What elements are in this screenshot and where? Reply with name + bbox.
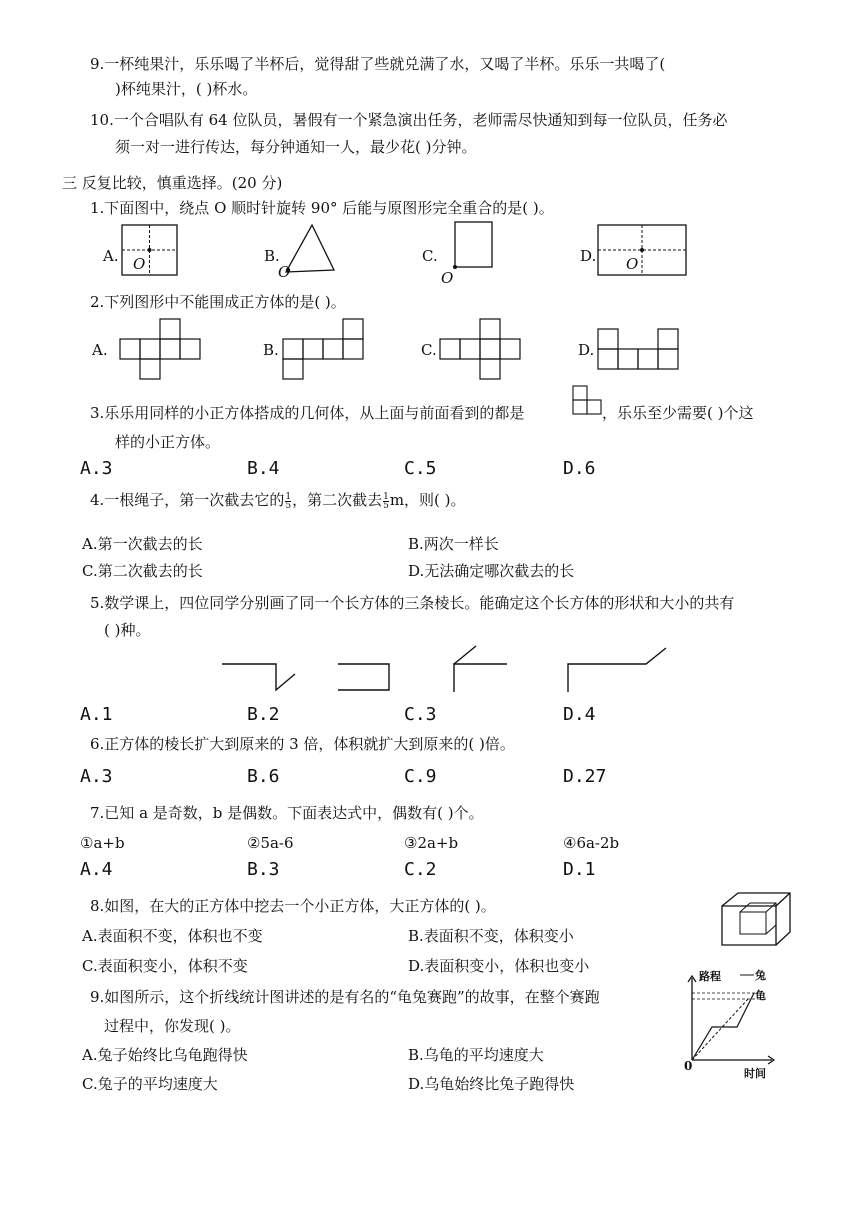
q7-option-b[interactable]: B.3 (247, 859, 280, 880)
q9-graph-turtle-line (692, 999, 748, 1060)
q3-option-b[interactable]: B.4 (247, 458, 280, 479)
q2-net-d (598, 329, 678, 369)
q7-option-d[interactable]: D.1 (563, 859, 596, 880)
q7-expr-2: ②5a-6 (247, 834, 294, 852)
q8-option-d[interactable]: D.表面积变小，体积也变小 (408, 957, 590, 975)
q1-point-a: O (133, 255, 146, 273)
q1-point-b: O (278, 263, 291, 281)
q8-option-c[interactable]: C.表面积变小，体积不变 (82, 957, 248, 975)
q1-label-c: C. (422, 247, 438, 265)
q5-option-d[interactable]: D.4 (563, 704, 596, 725)
q4-text-b: ，第二次截去 (292, 491, 383, 509)
q1-point-d: O (626, 255, 639, 273)
q2-text: 2.下列图形中不能围成正方体的是( )。 (90, 293, 346, 311)
q9-graph-origin: 0 (684, 1059, 693, 1073)
q2-label-b: B. (263, 341, 279, 359)
q8-option-b[interactable]: B.表面积不变，体积变小 (408, 927, 574, 945)
q3-text-c: 样的小正方体。 (115, 433, 221, 451)
q1-label-b: B. (264, 247, 280, 265)
q4-option-b[interactable]: B.两次一样长 (408, 535, 499, 553)
q9-graph-xlabel: 时间 (744, 1067, 766, 1080)
q5-drawing-2 (338, 664, 389, 690)
q9-option-b[interactable]: B.乌龟的平均速度大 (408, 1046, 544, 1064)
q5-drawing-4 (568, 648, 666, 692)
q3-text-a: 3.乐乐用同样的小正方体搭成的几何体，从上面与前面看到的都是 (90, 404, 525, 422)
q6-option-d[interactable]: D.27 (563, 766, 607, 787)
q3-text-b: ，乐乐至少需要( )个这 (602, 404, 754, 422)
q3-option-d[interactable]: D.6 (563, 458, 596, 479)
q1-point-c: O (441, 269, 454, 287)
q1-figure-c (453, 222, 492, 269)
q4-text-c: m，则( )。 (389, 491, 466, 509)
q2-label-d: D. (578, 341, 595, 359)
q6-option-b[interactable]: B.6 (247, 766, 280, 787)
q9-option-c[interactable]: C.兔子的平均速度大 (82, 1075, 218, 1093)
q7-text: 7.已知 a 是奇数，b 是偶数。下面表达式中，偶数有( )个。 (90, 804, 484, 822)
q9-option-a[interactable]: A.兔子始终比乌龟跑得快 (82, 1046, 248, 1064)
q5-text-a: 5.数学课上，四位同学分别画了同一个长方体的三条棱长。能确定这个长方体的形状和大小的共有 (90, 594, 735, 612)
q6-option-a[interactable]: A.3 (80, 766, 113, 787)
q9-text-b: 过程中，你发现( )。 (104, 1017, 241, 1035)
q2-net-a (120, 319, 200, 379)
q4-option-d[interactable]: D.无法确定哪次截去的长 (408, 562, 575, 580)
q5-text-b: ( )种。 (104, 621, 151, 639)
q1-label-a: A. (103, 247, 119, 265)
q9-graph-legend-rabbit: 兔 (755, 969, 766, 982)
q9-graph-ylabel: 路程 (699, 970, 721, 983)
q5-option-b[interactable]: B.2 (247, 704, 280, 725)
q4-text-a: 4.一根绳子，第一次截去它的 (90, 491, 285, 509)
q1-text: 1.下面图中，绕点 O 顺时针旋转 90° 后能与原图形完全重合的是( )。 (90, 199, 554, 217)
q7-option-c[interactable]: C.2 (404, 859, 437, 880)
q5-drawing-1 (222, 664, 295, 690)
q7-expr-4: ④6a-2b (563, 834, 620, 852)
q4-option-c[interactable]: C.第二次截去的长 (82, 562, 203, 580)
q1-label-d: D. (580, 247, 597, 265)
q7-expr-3: ③2a+b (404, 834, 459, 852)
q7-option-a[interactable]: A.4 (80, 859, 113, 880)
q6-option-c[interactable]: C.9 (404, 766, 437, 787)
q4-option-a[interactable]: A.第一次截去的长 (82, 535, 203, 553)
q10-fill-line1: 10.一个合唱队有 64 位队员，暑假有一个紧急演出任务，老师需尽快通知到每一位队员，任务必 (90, 111, 728, 129)
q4-fraction-1: $\frac{1}{5}$ (285, 491, 292, 511)
q4-fraction-2: $\frac{1}{5}$ (383, 491, 389, 511)
q2-net-b (283, 319, 363, 379)
q9-fill-line2: )杯纯果汁，( )杯水。 (115, 80, 258, 98)
q3-option-a[interactable]: A.3 (80, 458, 113, 479)
q3-view-icon (573, 386, 601, 414)
q1-figure-d (598, 225, 686, 275)
q5-option-a[interactable]: A.1 (80, 704, 113, 725)
q9-text-a: 9.如图所示，这个折线统计图讲述的是有名的“龟兔赛跑”的故事，在整个赛跑 (90, 988, 600, 1006)
q2-net-c (440, 319, 520, 379)
q7-expr-1: ①a+b (80, 834, 125, 852)
section-3-header: 三 反复比较，慎重选择。(20 分) (62, 174, 283, 192)
q9-option-d[interactable]: D.乌龟始终比兔子跑得快 (408, 1075, 575, 1093)
q8-option-a[interactable]: A.表面积不变，体积也不变 (82, 927, 263, 945)
q2-label-a: A. (92, 341, 108, 359)
q5-option-c[interactable]: C.3 (404, 704, 437, 725)
q3-option-c[interactable]: C.5 (404, 458, 437, 479)
q6-text: 6.正方体的棱长扩大到原来的 3 倍，体积就扩大到原来的( )倍。 (90, 735, 515, 753)
q5-drawings (222, 646, 666, 692)
q4-text (90, 490, 466, 510)
q2-label-c: C. (421, 341, 437, 359)
q10-fill-line2: 须一对一进行传达，每分钟通知一人，最少花( )分钟。 (115, 138, 477, 156)
q8-cube-figure (722, 893, 790, 945)
q1-figure-b (286, 225, 334, 272)
q5-drawing-3 (454, 664, 507, 692)
q1-figure-a (122, 225, 177, 275)
q9-graph-legend-turtle: 龟 (755, 989, 766, 1002)
q9-fill-line1: 9.一杯纯果汁，乐乐喝了半杯后，觉得甜了些就兑满了水，又喝了半杯。乐乐一共喝了( (90, 55, 666, 73)
q8-text: 8.如图，在大的正方体中挖去一个小正方体，大正方体的( )。 (90, 897, 496, 915)
